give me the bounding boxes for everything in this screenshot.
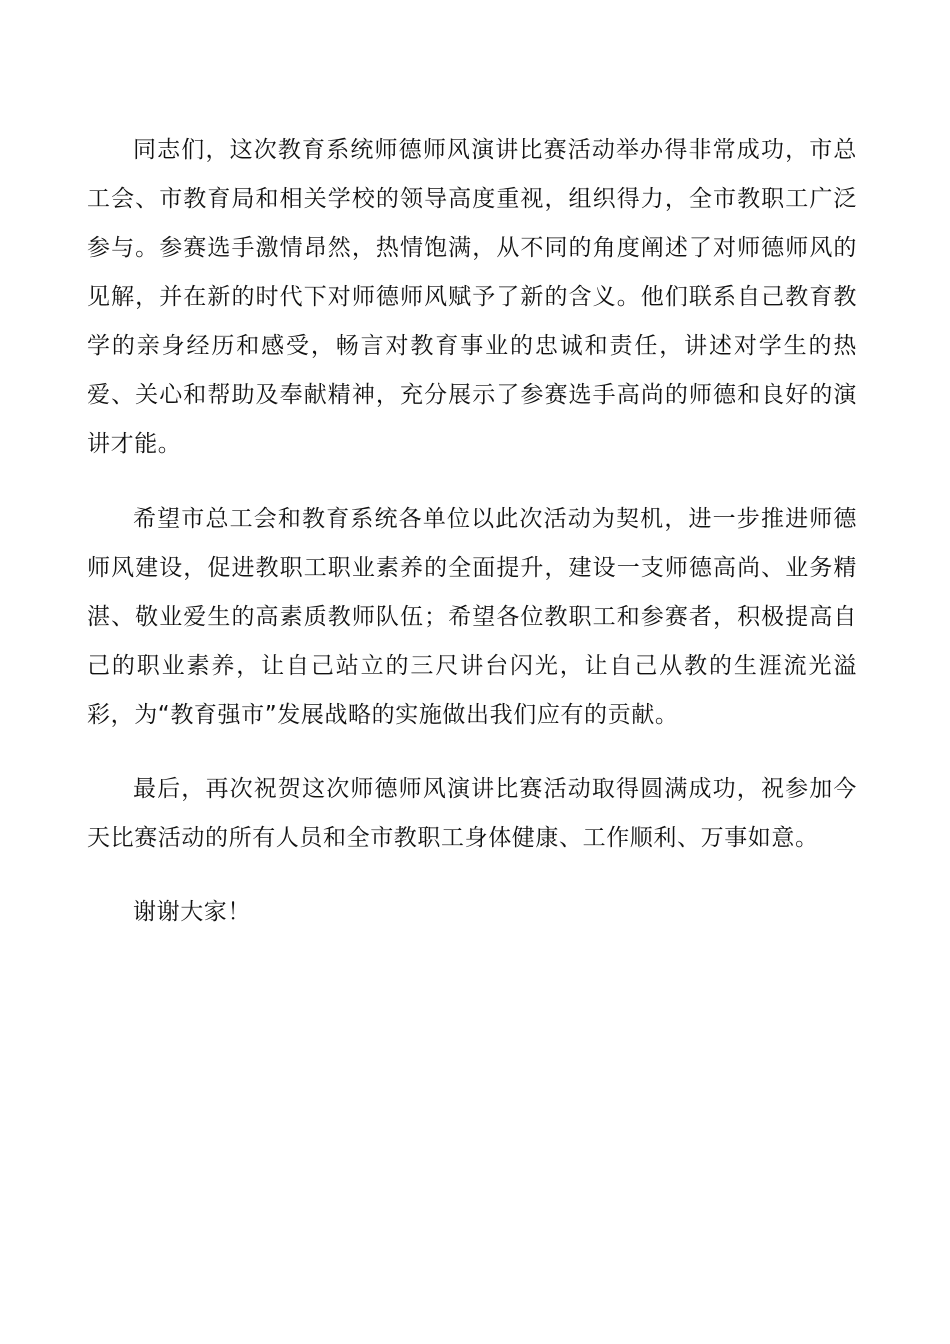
paragraph-thanks: 谢谢大家！ (133, 899, 251, 925)
paragraph-opening: 同志们，这次教育系统师德师风演讲比赛活动举办得非常成功，市总工会、市教育局和相关学校的领导高度重视，组织得力，全市教职工广泛参与。参赛选手激情昂然，热情饱满，从不同的角度阐述了对师德师风的见解，并在新的时代下对师德师风赋予了新的含义。他们联系自己教育教学的亲身经历和感受，畅言对教育事业的忠诚和责任，讲述对学生的热爱、关心和帮助及奉献精神，充分展示了参赛选手高尚的师德和良好的演讲才能。 (87, 137, 857, 457)
document-body (87, 126, 857, 937)
paragraph-closing: 最后，再次祝贺这次师德师风演讲比赛活动取得圆满成功，祝参加今天比赛活动的所有人员和全市教职工身体健康、工作顺利、万事如意。 (87, 776, 857, 851)
paragraph-hope: 希望市总工会和教育系统各单位以此次活动为契机，进一步推进师德师风建设，促进教职工职业素养的全面提升，建设一支师德高尚、业务精湛、敬业爱生的高素质教师队伍；希望各位教职工和参赛者，积极提高自己的职业素养，让自己站立的三尺讲台闪光，让自己从教的生涯流光溢彩，为“教育强市”发展战略的实施做出我们应有的贡献。 (87, 506, 857, 728)
